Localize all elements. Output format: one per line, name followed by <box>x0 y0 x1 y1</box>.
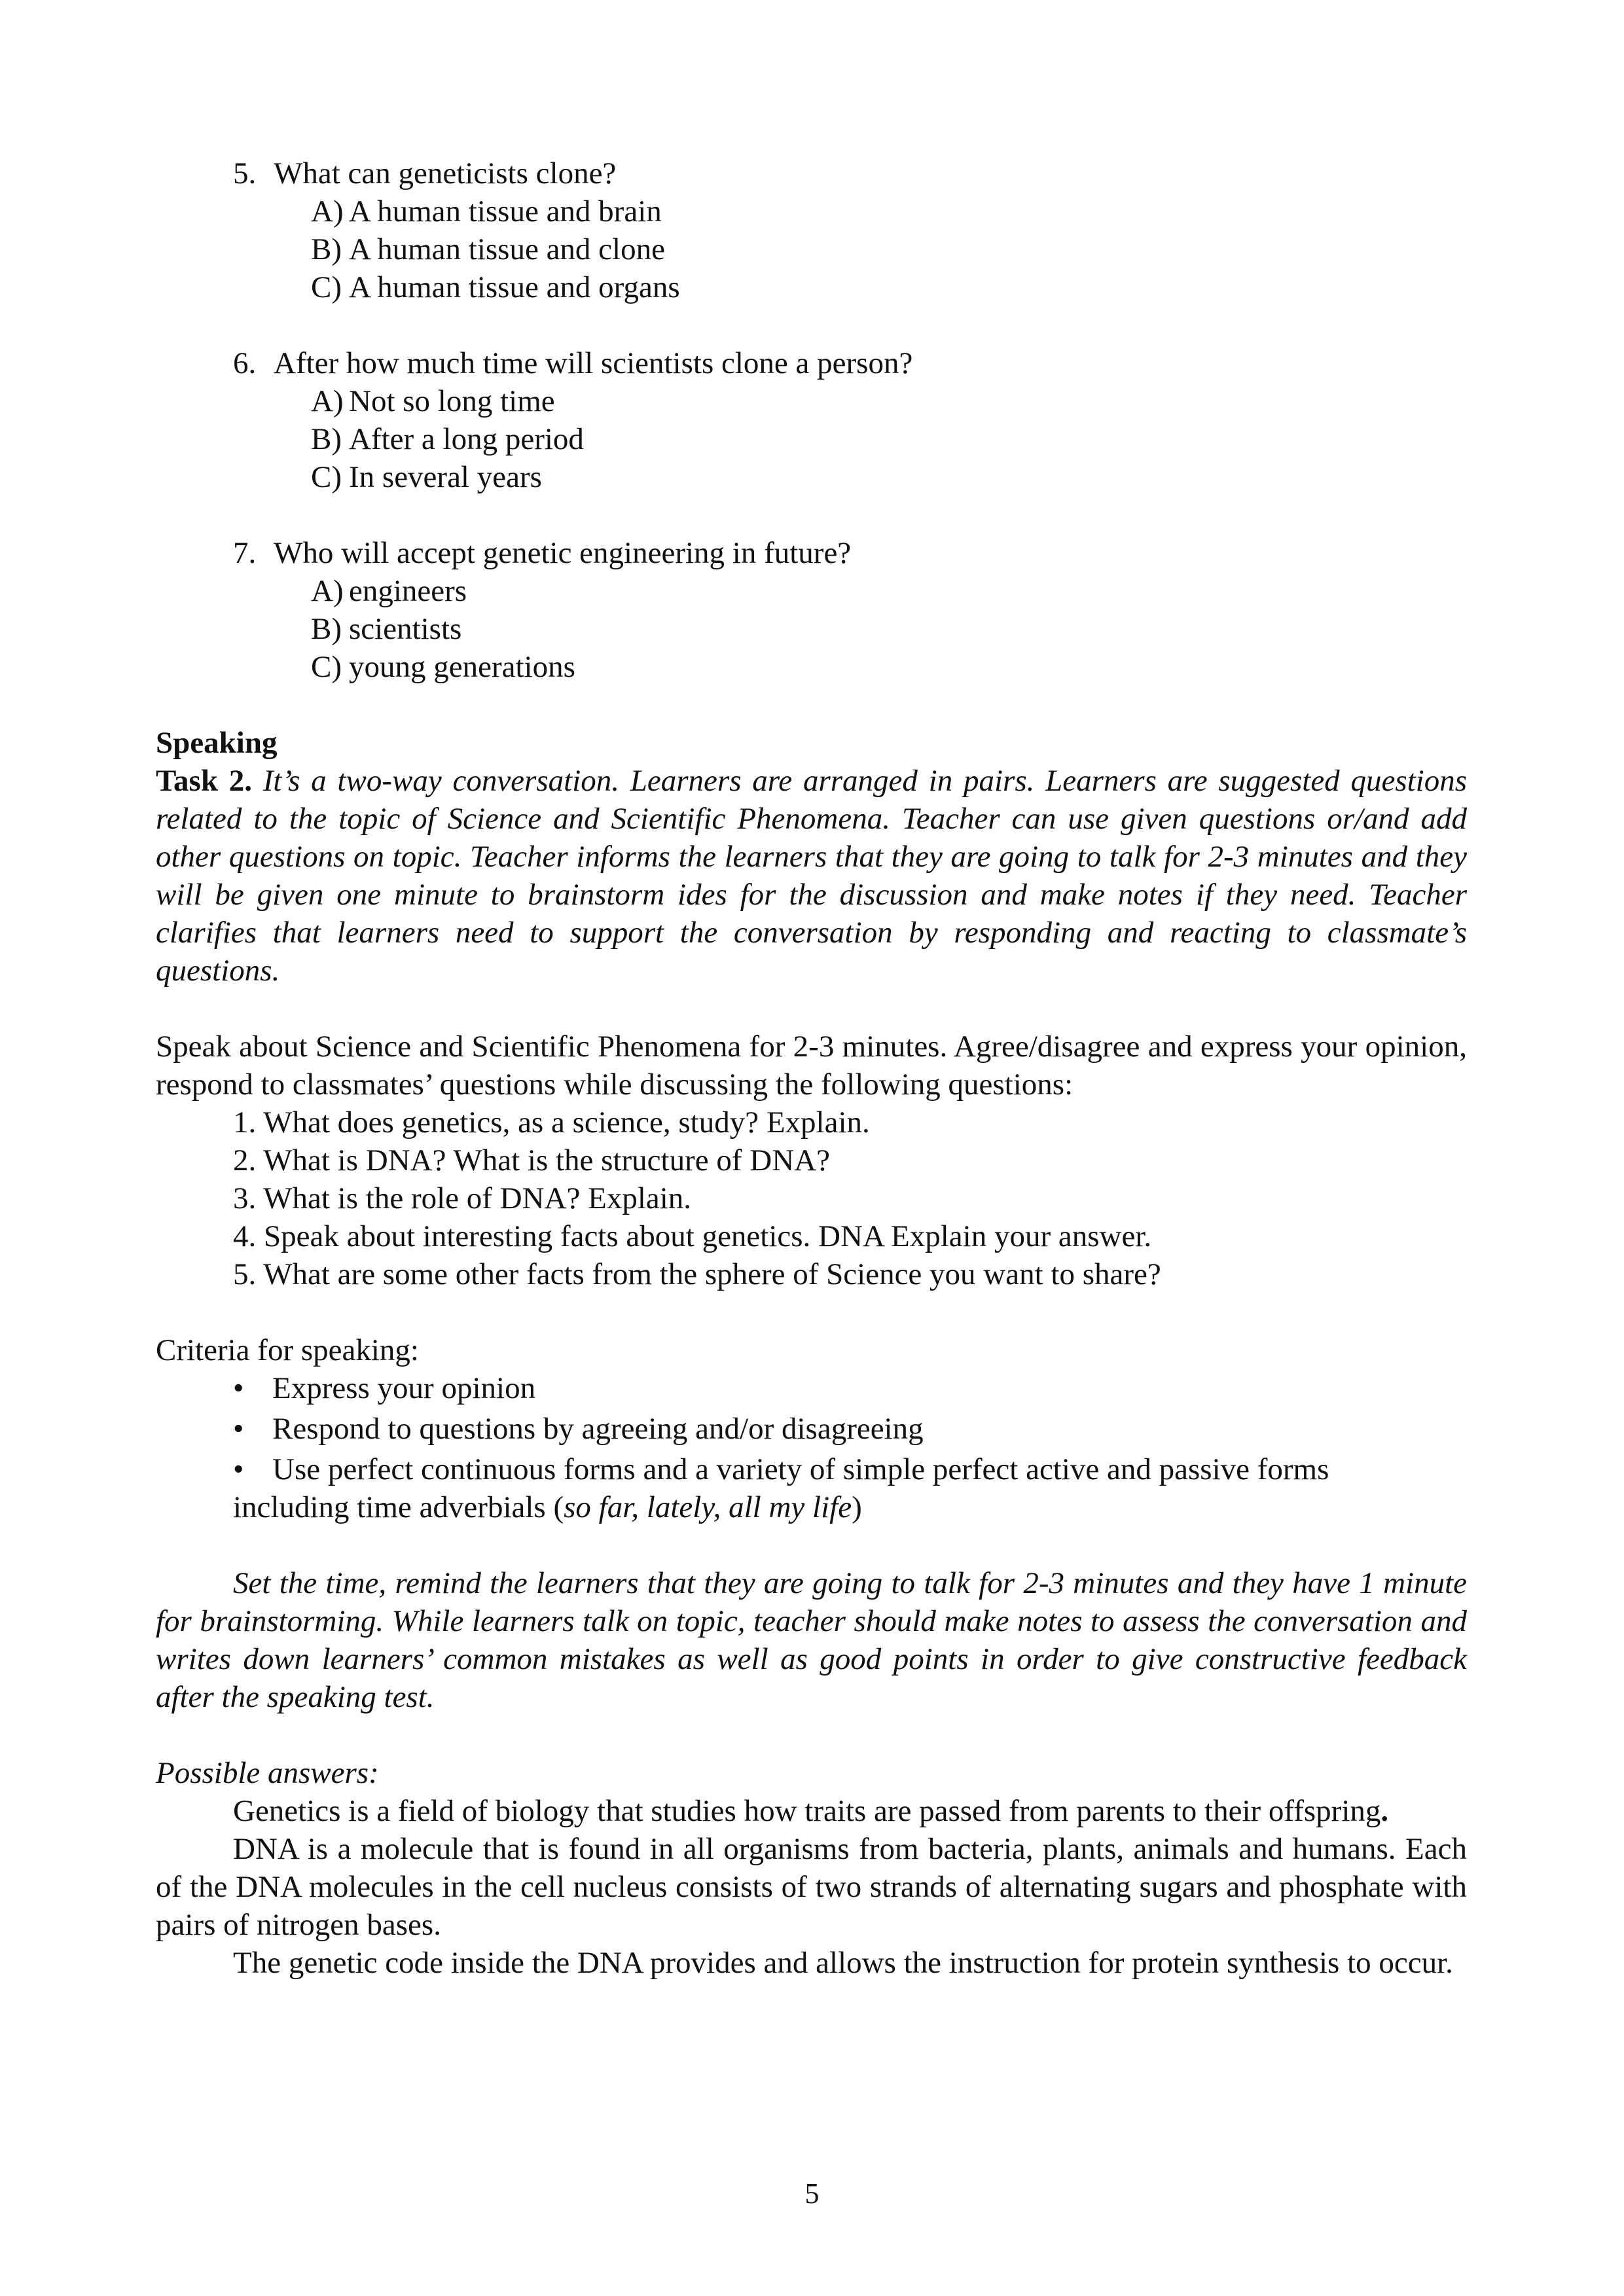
bullet-icon: • <box>233 1371 244 1405</box>
answers-heading: Possible answers: <box>156 1756 379 1790</box>
bullet-icon: • <box>233 1452 244 1486</box>
task-text: It’s a two-way conversation. Learners are arranged in pairs. Learners are suggested questions related to the topic of Science and Scientific Phenomena. Teacher can use given questions or/and add other questions on topic. Teacher informs the learners that they are going to talk for 2-3 minutes and they will be given one minute to brainstorm ides for the discussion and make notes if they need. Teacher clarifies that learners need to support the conversation by responding and reacting to classmate’s questions. <box>156 764 1468 988</box>
section-heading: Speaking <box>156 726 278 760</box>
question-text: Who will accept genetic engineering in future? <box>274 536 852 570</box>
task-label: Task 2. <box>156 764 252 798</box>
question-text: What can geneticists clone? <box>274 156 617 190</box>
question-text: After how much time will scientists clone a person? <box>274 346 913 380</box>
teacher-note: Set the time, remind the learners that they are going to talk for 2-3 minutes and they have 1 minute for brainstorming. While learners talk on topic, teacher should make notes to assess the conversation and writes down learners’ common mistakes as well as good points in order to give constructive feedback after the speaking test. <box>156 1566 1467 1714</box>
bullet-icon: • <box>233 1412 244 1446</box>
question-number: 6. <box>233 346 257 380</box>
question-6 <box>233 344 1467 382</box>
option-5c: C) A human tissue and organs <box>311 270 680 304</box>
discussion-question: 3. What is the role of DNA? Explain. <box>233 1181 692 1215</box>
speaking-instruction: Speak about Science and Scientific Phenomena for 2-3 minutes. Agree/disagree and express your opinion, respond to classmates’ questions while discussing the following questions: <box>156 1030 1467 1102</box>
criteria-item: • Use perfect continuous forms and a variety of simple perfect active and passive forms <box>233 1450 1467 1488</box>
page-number: 5 <box>804 2178 820 2210</box>
question-number: 7. <box>233 536 257 570</box>
question-5 <box>233 154 1467 192</box>
option-6c: C) In several years <box>311 460 542 494</box>
option-6b: B) After a long period <box>311 422 584 456</box>
task-description <box>156 762 1467 990</box>
criteria-item: • Respond to questions by agreeing and/or disagreeing <box>233 1410 1467 1448</box>
page-content <box>156 154 1467 1982</box>
option-7c: C) young generations <box>311 650 575 684</box>
discussion-question: 2. What is DNA? What is the structure of DNA? <box>233 1143 830 1177</box>
option-5b: B) A human tissue and clone <box>311 232 665 266</box>
option-7b: B) scientists <box>311 612 462 646</box>
discussion-question: 1. What does genetics, as a science, study? Explain. <box>233 1105 870 1139</box>
criteria-item: • Express your opinion <box>233 1369 1467 1407</box>
answer-paragraph: Genetics is a field of biology that studies how traits are passed from parents to their offspring. <box>233 1794 1389 1828</box>
question-number: 5. <box>233 156 257 190</box>
option-6a: A) Not so long time <box>311 384 555 418</box>
criteria-heading: Criteria for speaking: <box>156 1333 419 1367</box>
answer-paragraph: The genetic code inside the DNA provides and allows the instruction for protein synthesis to occur. <box>233 1946 1453 1980</box>
criteria-item-continued: including time adverbials (so far, lately, all my life) <box>233 1490 862 1524</box>
discussion-question: 4. Speak about interesting facts about genetics. DNA Explain your answer. <box>233 1219 1152 1253</box>
option-7a: A) engineers <box>311 574 467 608</box>
question-7 <box>233 534 1467 572</box>
discussion-question: 5. What are some other facts from the sphere of Science you want to share? <box>233 1257 1161 1291</box>
answer-paragraph: DNA is a molecule that is found in all organisms from bacteria, plants, animals and humans. Each of the DNA molecules in the cell nucleus consists of two strands of alternating sugars and phosphate with pairs of nitrogen bases. <box>156 1832 1467 1942</box>
option-5a: A) A human tissue and brain <box>311 194 662 228</box>
